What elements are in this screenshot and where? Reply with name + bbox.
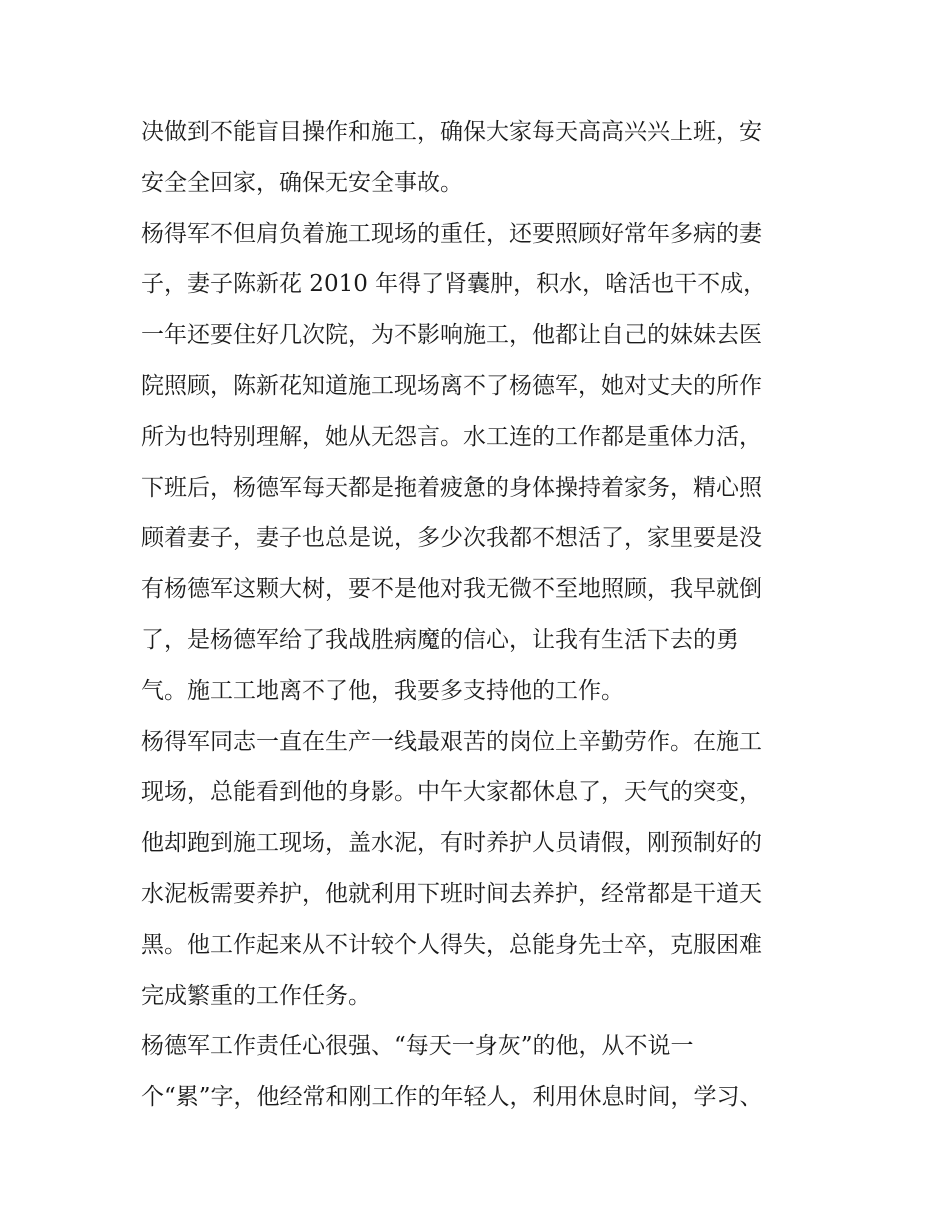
- text-line: 水泥板需要养护，他就利用下班时间去养护，经常都是干道天: [141, 880, 762, 907]
- text-line: 了，是杨德军给了我战胜病魔的信心，让我有生活下去的勇: [141, 626, 739, 653]
- text-line: 所为也特别理解，她从无怨言。水工连的工作都是重体力活，: [141, 423, 762, 450]
- text-line: 现场，总能看到他的身影。中午大家都休息了，天气的突变，: [141, 779, 762, 806]
- text-line: 子，妻子陈新花 2010 年得了肾囊肿，积水，啥活也干不成，: [141, 271, 767, 298]
- text-line: 杨得军同志一直在生产一线最艰苦的岗位上辛勤劳作。在施工: [141, 728, 762, 755]
- text-line: 黑。他工作起来从不计较个人得失，总能身先士卒，克服困难: [141, 931, 762, 958]
- text-line: 安全全回家，确保无安全事故。: [141, 169, 463, 196]
- text-line: 气。施工工地离不了他，我要多支持他的工作。: [141, 677, 624, 704]
- text-line: 决做到不能盲目操作和施工，确保大家每天高高兴兴上班，安: [141, 119, 762, 145]
- text-line: 杨德军工作责任心很强、“每天一身灰”的他，从不说一: [141, 1033, 694, 1060]
- text-line: 有杨德军这颗大树，要不是他对我无微不至地照顾，我早就倒: [141, 576, 762, 603]
- text-line: 完成繁重的工作任务。: [141, 982, 371, 1009]
- text-line: 院照顾，陈新花知道施工现场离不了杨德军，她对丈夫的所作: [141, 372, 762, 399]
- text-line: 一年还要住好几次院，为不影响施工，他都让自己的妹妹去医: [141, 322, 762, 349]
- body-text: [141, 107, 821, 1123]
- text-line: 杨得军不但肩负着施工现场的重任，还要照顾好常年多病的妻: [141, 220, 762, 247]
- text-line: 顾着妻子，妻子也总是说，多少次我都不想活了，家里要是没: [141, 525, 762, 552]
- text-line: 他却跑到施工现场，盖水泥，有时养护人员请假，刚预制好的: [141, 830, 762, 857]
- text-line: 个“累”字，他经常和刚工作的年轻人，利用休息时间，学习、: [141, 1084, 763, 1111]
- text-line: 下班后，杨德军每天都是拖着疲惫的身体操持着家务，精心照: [141, 474, 762, 501]
